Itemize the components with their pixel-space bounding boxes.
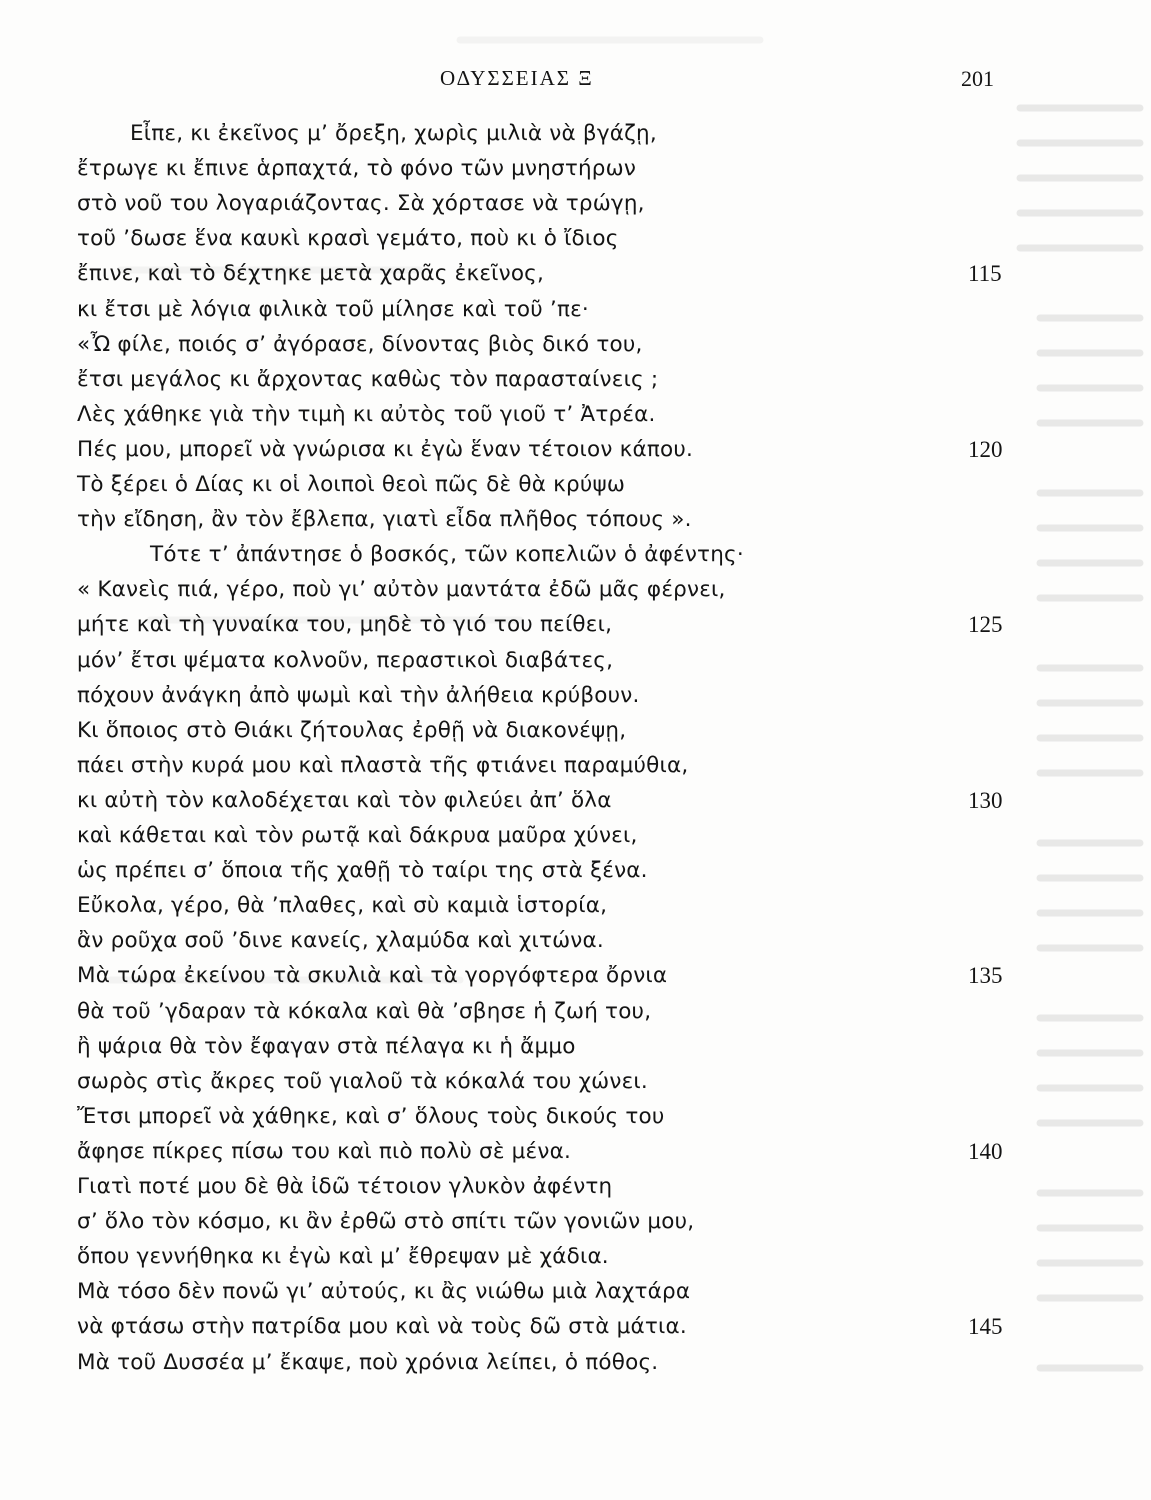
verse-line: Μὰ τοῦ Δυσσέα μ’ ἔκαψε, ποὺ χρόνια λείπει, ὁ πόθος. xyxy=(77,1350,659,1375)
verse-line: Τὸ ξέρει ὁ Δίας κι οἱ λοιποὶ θεοὶ πῶς δὲ θὰ κρύψω xyxy=(77,472,626,497)
verse-line: κι ἔτσι μὲ λόγια φιλικὰ τοῦ μίλησε καὶ τοῦ ’πε· xyxy=(77,297,589,322)
page-number: 201 xyxy=(961,66,994,91)
verse-line: πάει στὴν κυρά μου καὶ πλαστὰ τῆς φτιάνει παραμύθια, xyxy=(77,753,689,778)
verse-line: ἔτσι μεγάλος κι ἄρχοντας καθὼς τὸν παρασταίνεις ; xyxy=(77,367,659,392)
line-number: 140 xyxy=(968,1139,1003,1164)
verse-line: στὸ νοῦ του λογαριάζοντας. Σὰ χόρτασε νὰ τρώγῃ, xyxy=(77,191,645,216)
line-number: 130 xyxy=(968,788,1003,813)
verse-line: Εἶπε, κι ἐκεῖνος μ’ ὄρεξη, χωρὶς μιλιὰ νὰ βγάζῃ, xyxy=(130,121,657,146)
line-number: 120 xyxy=(968,437,1003,462)
verse-line: ἔτρωγε κι ἔπινε ἁρπαχτά, τὸ φόνο τῶν μνηστήρων xyxy=(77,156,637,181)
line-number: 145 xyxy=(968,1314,1003,1339)
verse-line: καὶ κάθεται καὶ τὸν ρωτᾷ καὶ δάκρυα μαῦρα χύνει, xyxy=(77,823,638,848)
page-title: ΟΔΥΣΣΕΙΑΣ Ξ xyxy=(440,66,594,90)
line-number: 135 xyxy=(968,963,1003,988)
line-number: 125 xyxy=(968,612,1003,637)
verse-line: τοῦ ’δωσε ἕνα καυκὶ κρασὶ γεμάτο, ποὺ κι ὁ ἴδιος xyxy=(77,226,619,251)
verse-line: κι αὐτὴ τὸν καλοδέχεται καὶ τὸν φιλεύει ἀπ’ ὅλα xyxy=(77,788,612,813)
verse-line: ὡς πρέπει σ’ ὅποια τῆς χαθῇ τὸ ταίρι της στὰ ξένα. xyxy=(77,858,648,883)
verse-line: μήτε καὶ τὴ γυναίκα του, μηδὲ τὸ γιό του πείθει, xyxy=(77,612,613,637)
verse-line: Μὰ τώρα ἐκείνου τὰ σκυλιὰ καὶ τὰ γοργόφτερα ὄρνια xyxy=(77,963,668,988)
verse-line: σ’ ὅλο τὸν κόσμο, κι ἂν ἐρθῶ στὸ σπίτι τῶν γονιῶν μου, xyxy=(77,1209,695,1234)
line-number: 115 xyxy=(968,261,1002,286)
verse-line: Ἔτσι μπορεῖ νὰ χάθηκε, καὶ σ’ ὅλους τοὺς δικούς του xyxy=(77,1104,665,1129)
verse-line: ἂν ροῦχα σοῦ ’δινε κανείς, χλαμύδα καὶ χιτώνα. xyxy=(77,928,604,953)
verse-line: Τότε τ’ ἀπάντησε ὁ βοσκός, τῶν κοπελιῶν ὁ ἀφέντης· xyxy=(150,542,744,567)
verse-line: πόχουν ἀνάγκη ἀπὸ ψωμὶ καὶ τὴν ἀλήθεια κρύβουν. xyxy=(77,683,640,708)
verse-line: ἢ ψάρια θὰ τὸν ἔφαγαν στὰ πέλαγα κι ἡ ἄμμο xyxy=(77,1034,576,1059)
verse-line: « Κανεὶς πιά, γέρο, ποὺ γι’ αὐτὸν μαντάτα ἐδῶ μᾶς φέρνει, xyxy=(77,577,726,602)
verse-line: ἄφησε πίκρες πίσω του καὶ πιὸ πολὺ σὲ μένα. xyxy=(77,1139,571,1164)
verse-line: Κι ὅποιος στὸ Θιάκι ζήτουλας ἐρθῇ νὰ διακονέψῃ, xyxy=(77,718,627,743)
verse-line: Πές μου, μπορεῖ νὰ γνώρισα κι ἐγὼ ἕναν τέτοιον κάπου. xyxy=(77,437,694,462)
verse-line: θὰ τοῦ ’γδαραν τὰ κόκαλα καὶ θὰ ’σβησε ἡ ζωή του, xyxy=(77,999,652,1024)
verse-line: Γιατὶ ποτέ μου δὲ θὰ ἰδῶ τέτοιον γλυκὸν ἀφέντη xyxy=(77,1174,613,1199)
verse-line: νὰ φτάσω στὴν πατρίδα μου καὶ νὰ τοὺς δῶ στὰ μάτια. xyxy=(77,1314,687,1339)
verse-line: ἔπινε, καὶ τὸ δέχτηκε μετὰ χαρᾶς ἐκεῖνος, xyxy=(77,261,545,286)
verse-line: ὅπου γεννήθηκα κι ἐγὼ καὶ μ’ ἔθρεψαν μὲ χάδια. xyxy=(77,1244,609,1269)
verse-line: σωρὸς στὶς ἄκρες τοῦ γιαλοῦ τὰ κόκαλά του χώνει. xyxy=(77,1069,648,1094)
verse-line: τὴν εἴδηση, ἂν τὸν ἔβλεπα, γιατὶ εἶδα πλῆθος τόπους ». xyxy=(77,507,692,532)
verse-line: Μὰ τόσο δὲν πονῶ γι’ αὐτούς, κι ἂς νιώθω μιὰ λαχτάρα xyxy=(77,1279,691,1304)
verse-line: Λὲς χάθηκε γιὰ τὴν τιμὴ κι αὐτὸς τοῦ γιοῦ τ’ Ἀτρέα. xyxy=(77,402,656,427)
verse-line: «Ὦ φίλε, ποιός σ’ ἀγόρασε, δίνοντας βιὸς δικό του, xyxy=(77,332,643,357)
verse-line: μόν’ ἔτσι ψέματα κολνοῦν, περαστικοὶ διαβάτες, xyxy=(77,648,614,673)
verse-line: Εὔκολα, γέρο, θὰ ’πλαθες, καὶ σὺ καμιὰ ἱστορία, xyxy=(77,893,608,918)
